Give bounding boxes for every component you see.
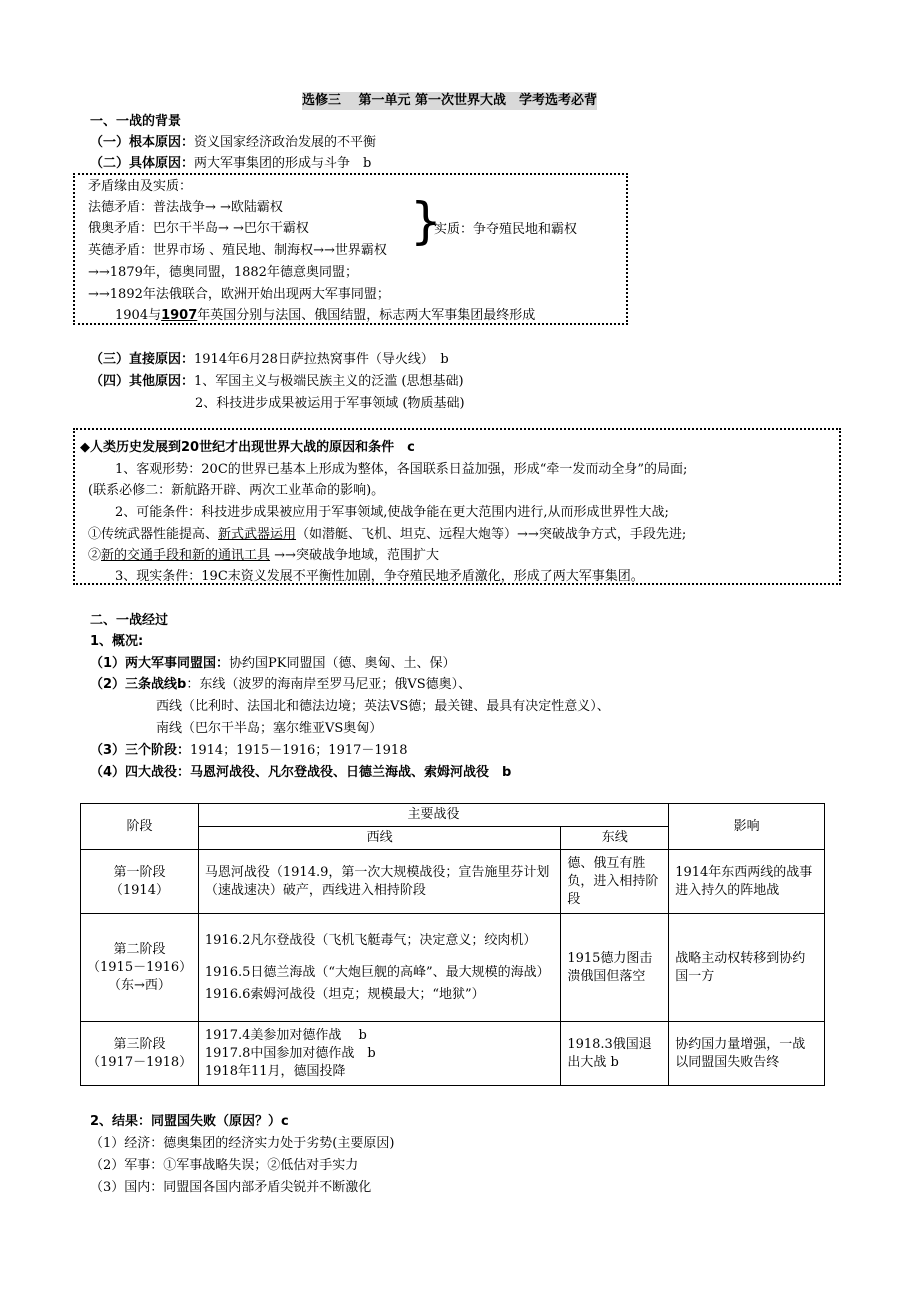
- new-weapons-text: 新式武器运用: [218, 527, 297, 542]
- western-cell: [198, 914, 560, 1022]
- weapons-text-c: （如潜艇、飞机、坦克、远程大炮等）→→突破战争方式，手段先进;: [296, 527, 687, 542]
- transport-marker: ②: [88, 548, 102, 563]
- western-front-text: 西线（比利时、法国北和德法边境；英法VS德；最关键、最具有决定性意义）、: [156, 699, 610, 714]
- objective-situation-line: 1、客观形势：20C的世界已基本上形成为整体，各国联系日益加强，形成“牵一发而动全身”的局面;: [115, 462, 688, 477]
- fronts-line: [90, 676, 471, 694]
- header-main-battles: 主要战役: [198, 804, 668, 827]
- stages-line: [90, 742, 407, 760]
- realistic-conditions-line: 3、现实条件：19C末资义发展不平衡性加剧，争夺殖民地矛盾激化，形成了两大军事集团。: [115, 569, 644, 584]
- eastern-cell: 1918.3俄国退出大战 b: [561, 1022, 669, 1086]
- direct-cause-text: 1914年6月28日萨拉热窝事件（导火线） b: [194, 352, 449, 367]
- somme-entry: 1916.6索姆河战役（坦克；规模最大；“地狱”）: [204, 986, 485, 1002]
- year-1907: 1907: [161, 308, 198, 323]
- stages-text: 1914；1915－1916；1917－1918: [190, 743, 408, 758]
- section-heading-course: 二、一战经过: [90, 613, 169, 628]
- eastern-cell: 德、俄互有胜负，进入相持阶段: [561, 850, 669, 914]
- stage-cell: [81, 914, 199, 1022]
- impact-cell: 1914年东西两线的战事进入持久的阵地战: [669, 850, 825, 914]
- weapons-text-a: ①传统武器性能提高、: [88, 527, 219, 542]
- western-cell: 马恩河战役（1914.9，第一次大规模战役；宣告施里芬计划（速战速决）破产，西线进入相持阶段: [198, 850, 560, 914]
- russo-austrian-line: 俄奥矛盾：巴尔干半岛→ →巴尔干霸权: [88, 221, 309, 236]
- southern-front-text: 南线（巴尔干半岛；塞尔维亚VS奥匈）: [156, 721, 383, 736]
- transport-text: →→突破战争地域，范围扩大: [270, 548, 439, 563]
- header-eastern: 东线: [561, 827, 669, 850]
- franco-german-line: 法德矛盾：普法战争→ →欧陆霸权: [88, 200, 283, 215]
- conditions-title: ◆人类历史发展到20世纪才出现世界大战的原因和条件 c: [80, 440, 415, 455]
- table-row: [81, 1022, 825, 1086]
- weapons-line: [88, 526, 686, 544]
- transport-line: [88, 547, 439, 565]
- overview-heading: 1、概况:: [90, 634, 144, 649]
- stages-label: （3）三个阶段：: [90, 743, 191, 758]
- campaign-table: [80, 803, 825, 1086]
- china-entry: 1917.8中国参加对德作战 b: [204, 1045, 376, 1061]
- impact-cell: 战略主动权转移到协约国一方: [669, 914, 825, 1022]
- result-economic: （1）经济：德奥集团的经济实力处于劣势(主要原因): [90, 1136, 395, 1151]
- western-cell: [198, 1022, 560, 1086]
- alliances-label: （1）两大军事同盟国：: [90, 656, 230, 671]
- stage-cell: [81, 1022, 199, 1086]
- root-cause-label: （一）根本原因：: [90, 135, 195, 150]
- stage-name: 第一阶段: [113, 864, 166, 880]
- alliances-text: 协约国PK同盟国（德、奥匈、土、保）: [229, 656, 456, 671]
- result-heading: 2、结果：同盟国失败（原因？）c: [90, 1114, 289, 1129]
- section-heading-background: 一、一战的背景: [90, 114, 182, 129]
- other-cause-text-1: 1、军国主义与极端民族主义的泛滥 (思想基础): [194, 374, 464, 389]
- stage-cell: [81, 850, 199, 914]
- direct-cause-label: （三）直接原因：: [90, 352, 195, 367]
- verdun-entry: 1916.2凡尔登战役（飞机飞艇毒气；决定意义；绞肉机）: [204, 932, 537, 948]
- stage-years: （1914）: [109, 882, 169, 898]
- stage-years: （1915－1916）: [87, 959, 193, 975]
- eastern-cell: 1915德力图击溃俄国但落空: [561, 914, 669, 1022]
- transport-underlined: 新的交通手段和新的通讯工具: [101, 548, 271, 563]
- specific-cause-line: [90, 155, 371, 173]
- right-brace-icon: }: [410, 192, 442, 250]
- header-stage: 阶段: [81, 804, 199, 850]
- header-impact: 影响: [669, 804, 825, 850]
- header-western: 西线: [198, 827, 560, 850]
- stage-name: 第三阶段: [113, 1036, 166, 1052]
- table-row: [81, 850, 825, 914]
- impact-cell: 协约国力量增强，一战以同盟国失败告终: [669, 1022, 825, 1086]
- direct-cause-line: [90, 351, 449, 369]
- stage-years: （1917－1918）: [87, 1054, 193, 1070]
- alliance-1907-text: 年英国分别与法国、俄国结盟，标志两大军事集团最终形成: [197, 308, 536, 323]
- result-military: （2）军事：①军事战略失误；②低估对手实力: [90, 1158, 359, 1173]
- fronts-label: （2）三条战线b: [90, 677, 187, 692]
- four-battles-line: （4）四大战役：马恩河战役、凡尔登战役、日德兰海战、索姆河战役 b: [90, 765, 512, 780]
- other-cause-label: （四）其他原因：: [90, 374, 195, 389]
- page-title: 选修三 第一单元 第一次世界大战 学考选考必背: [302, 93, 598, 108]
- alliances-line: [90, 655, 456, 673]
- table-row: [81, 914, 825, 1022]
- german-surrender-entry: 1918年11月，德国投降: [204, 1063, 346, 1079]
- stage-name: 第二阶段: [113, 941, 166, 957]
- us-entry: 1917.4美参加对德作战 b: [204, 1027, 367, 1043]
- other-cause-line: [90, 373, 464, 391]
- anglo-german-line: 英德矛盾：世界市场 、殖民地、制海权→→世界霸权: [88, 243, 387, 258]
- essence-text: 实质：争夺殖民地和霸权: [434, 222, 578, 237]
- possible-conditions-line: 2、可能条件：科技进步成果被应用于军事领域,使战争能在更大范围内进行,从而形成世界性大战;: [115, 505, 669, 520]
- specific-cause-label: （二）具体原因：: [90, 156, 195, 171]
- other-cause-text-2: 2、科技进步成果被运用于军事领域 (物质基础): [195, 396, 465, 411]
- alliance-1907-line: [115, 307, 535, 325]
- root-cause-text: 资义国家经济政治发展的不平衡: [194, 135, 377, 150]
- result-domestic: （3）国内：同盟国各国内部矛盾尖锐并不断激化: [90, 1180, 372, 1195]
- root-cause-line: [90, 134, 376, 152]
- link-compulsory-2-line: (联系必修二：新航路开辟、两次工业革命的影响)。: [88, 483, 385, 498]
- specific-cause-text: 两大军事集团的形成与斗争 b: [194, 156, 372, 171]
- alliance-1879-line: →→1879年，德奥同盟，1882年德意奥同盟；: [88, 265, 358, 280]
- jutland-entry: 1916.5日德兰海战（“大炮巨舰的高峰”、最大规模的海战）: [204, 964, 550, 980]
- alliance-1904-text: 1904与: [115, 308, 162, 323]
- alliance-1892-line: →→1892年法俄联合，欧洲开始出现两大军事同盟；: [88, 287, 390, 302]
- stage-direction: （东→西）: [107, 977, 171, 993]
- contradictions-intro: 矛盾缘由及实质：: [88, 179, 193, 194]
- eastern-front-text: ：东线（波罗的海南岸至罗马尼亚；俄VS德奥）、: [186, 677, 472, 692]
